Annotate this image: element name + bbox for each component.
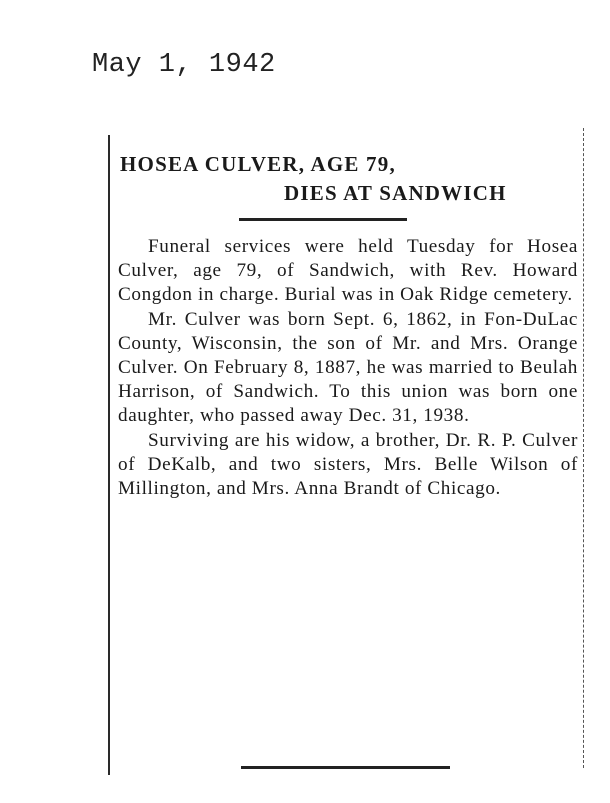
clipping-date: May 1, 1942 (92, 50, 276, 80)
headline-line-2: DIES AT SANDWICH (284, 181, 507, 205)
article-body (118, 235, 578, 501)
headline-divider (239, 218, 407, 221)
paragraph-biography: Mr. Culver was born Sept. 6, 1862, in Fon-DuLac County, Wisconsin, the son of Mr. and Mrs. Orange Culver. On February 8, 1887, he was married to Beulah Harrison, of Sandwich. To this union was born one daughter, who passed away Dec. 31, 1938. (118, 308, 578, 427)
newspaper-clipping (118, 150, 578, 501)
headline-line-1: HOSEA CULVER, AGE 79, (120, 152, 396, 176)
headline (118, 150, 578, 208)
right-column-rule (583, 128, 585, 768)
end-divider (241, 766, 450, 769)
paragraph-funeral: Funeral services were held Tuesday for Hosea Culver, age 79, of Sandwich, with Rev. Howard Congdon in charge. Burial was in Oak Ridge cemetery. (118, 236, 578, 306)
paragraph-survivors: Surviving are his widow, a brother, Dr. R. P. Culver of DeKalb, and two sisters, Mrs. Belle Wilson of Millington, and Mrs. Anna Brandt of Chicago. (118, 429, 578, 500)
left-column-rule (108, 135, 110, 775)
